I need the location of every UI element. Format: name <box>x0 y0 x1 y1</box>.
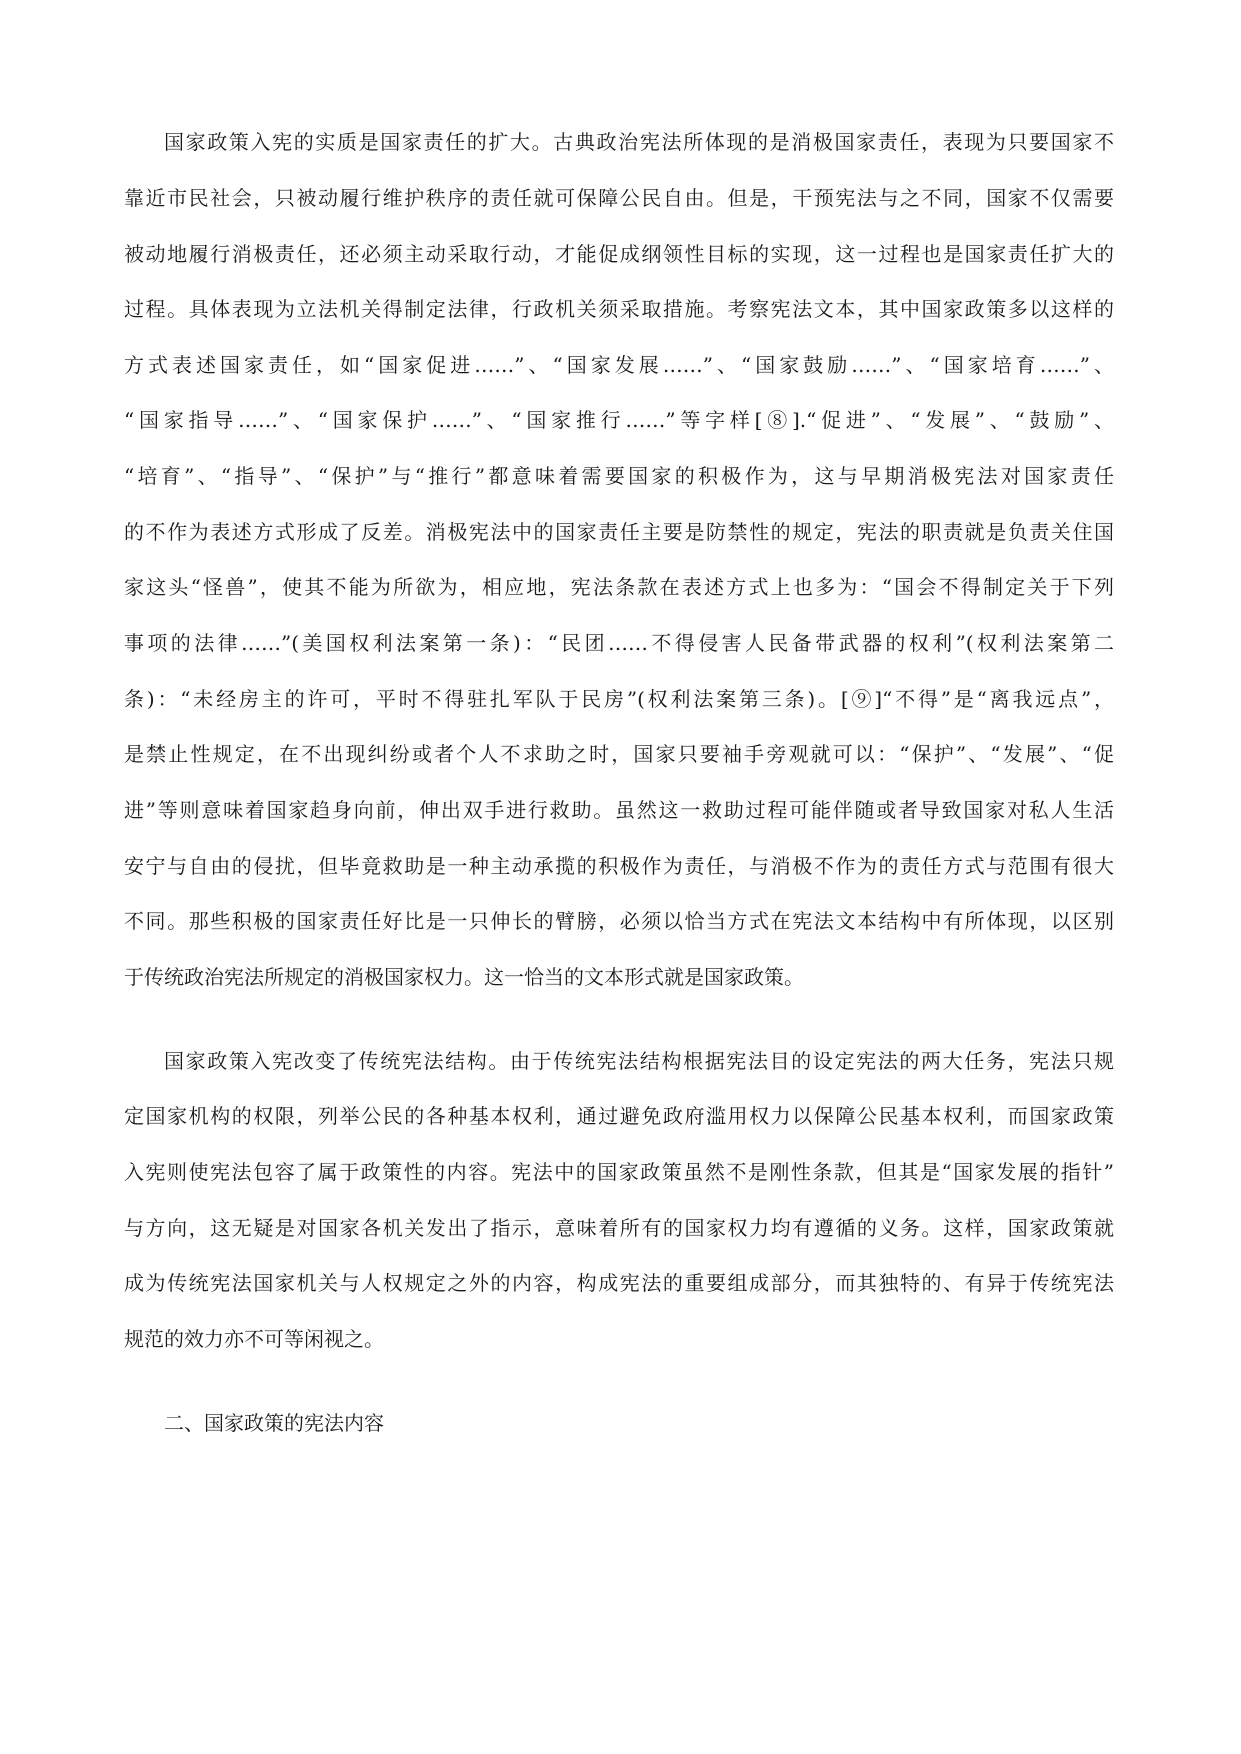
paragraph-line: 方式表述国家责任，如“国家促进……”、“国家发展……”、“国家鼓励……”、“国家培育……”、 <box>124 353 1114 377</box>
paragraph-line: “国家指导……”、“国家保护……”、“国家推行……”等字样[⑧].“促进”、“发展”、“鼓励”、 <box>124 408 1114 432</box>
paragraph-line: 国家政策入宪改变了传统宪法结构。由于传统宪法结构根据宪法目的设定宪法的两大任务，宪法只规 <box>164 1049 1114 1073</box>
paragraph-line: 靠近市民社会，只被动履行维护秩序的责任就可保障公民自由。但是，干预宪法与之不同，国家不仅需要 <box>124 186 1114 210</box>
paragraph-line: 定国家机构的权限，列举公民的各种基本权利，通过避免政府滥用权力以保障公民基本权利，而国家政策 <box>124 1104 1114 1128</box>
paragraph-line: 与方向，这无疑是对国家各机关发出了指示，意味着所有的国家权力均有遵循的义务。这样，国家政策就 <box>124 1216 1114 1240</box>
paragraph-line: 的不作为表述方式形成了反差。消极宪法中的国家责任主要是防禁性的规定，宪法的职责就是负责关住国 <box>124 520 1114 544</box>
paragraph-line: 条)：“未经房主的许可，平时不得驻扎军队于民房”(权利法案第三条)。[⑨]“不得”是“离我远点”， <box>124 687 1114 711</box>
paragraph-line: 安宁与自由的侵扰，但毕竟救助是一种主动承揽的积极作为责任，与消极不作为的责任方式与范围有很大 <box>124 854 1114 878</box>
paragraph-line: 成为传统宪法国家机关与人权规定之外的内容，构成宪法的重要组成部分，而其独特的、有异于传统宪法 <box>124 1271 1114 1295</box>
paragraph-line: 家这头“怪兽”，使其不能为所欲为，相应地，宪法条款在表述方式上也多为：“国会不得制定关于下列 <box>124 575 1114 599</box>
paragraph-line: 国家政策入宪的实质是国家责任的扩大。古典政治宪法所体现的是消极国家责任，表现为只要国家不 <box>164 130 1114 154</box>
paragraph-line: 不同。那些积极的国家责任好比是一只伸长的臂膀，必须以恰当方式在宪法文本结构中有所体现，以区别 <box>124 909 1114 933</box>
paragraph-line: 事项的法律……”(美国权利法案第一条)：“民团……不得侵害人民备带武器的权利”(权利法案第二 <box>124 631 1114 655</box>
paragraph-line: 规范的效力亦不可等闲视之。 <box>124 1327 384 1351</box>
paragraph-line: 是禁止性规定，在不出现纠纷或者个人不求助之时，国家只要袖手旁观就可以：“保护”、“发展”、“促 <box>124 742 1114 766</box>
paragraph-line: 被动地履行消极责任，还必须主动采取行动，才能促成纲领性目标的实现，这一过程也是国家责任扩大的 <box>124 242 1114 266</box>
paragraph-line: 入宪则使宪法包容了属于政策性的内容。宪法中的国家政策虽然不是刚性条款，但其是“国家发展的指针” <box>124 1160 1114 1184</box>
paragraph-line: 过程。具体表现为立法机关得制定法律，行政机关须采取措施。考察宪法文本，其中国家政策多以这样的 <box>124 297 1114 321</box>
paragraph-line: “培育”、“指导”、“保护”与“推行”都意味着需要国家的积极作为，这与早期消极宪法对国家责任 <box>124 464 1114 488</box>
paragraph-line: 于传统政治宪法所规定的消极国家权力。这一恰当的文本形式就是国家政策。 <box>124 965 804 989</box>
paragraph-line: 进”等则意味着国家趋身向前，伸出双手进行救助。虽然这一救助过程可能伴随或者导致国家对私人生活 <box>124 798 1114 822</box>
section-heading: 二、国家政策的宪法内容 <box>164 1411 384 1435</box>
